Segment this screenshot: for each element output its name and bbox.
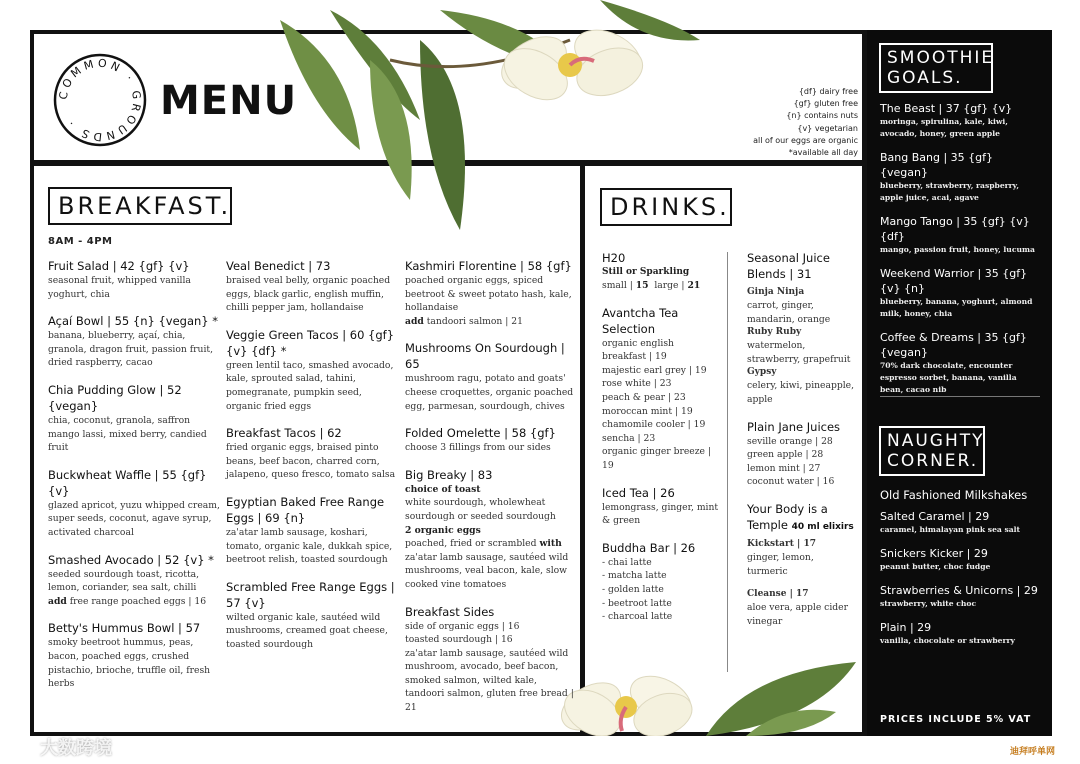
side-item-name: The Beast | 37 {gf} {v} bbox=[880, 102, 1013, 115]
sub-item-desc: celery, kiwi, pineapple, apple bbox=[747, 380, 855, 405]
sub-item bbox=[747, 588, 857, 628]
item-name: Veal Benedict | 73 bbox=[226, 259, 331, 273]
sub-item-desc: watermelon, strawberry, grapefruit bbox=[747, 340, 851, 365]
side-item-desc: mango, passion fruit, honey, lucuma bbox=[880, 245, 1035, 254]
item-name: Seasonal Juice Blends | 31 bbox=[747, 251, 830, 281]
side-item-name: Coffee & Dreams | 35 {gf} {vegan} bbox=[880, 331, 1027, 359]
legend-line: {n} contains nuts bbox=[786, 111, 858, 121]
menu-item bbox=[48, 552, 220, 609]
side-item-name: Bang Bang | 35 {gf} {vegan} bbox=[880, 151, 994, 179]
item-description bbox=[226, 359, 398, 413]
breakfast-column-1 bbox=[48, 258, 220, 703]
item-subtitle: Still or Sparkling bbox=[602, 267, 690, 277]
sub-item-name: Gypsy bbox=[747, 367, 777, 378]
menu-item bbox=[48, 620, 220, 690]
menu-item bbox=[226, 425, 398, 482]
side-item bbox=[880, 330, 1042, 396]
item-description bbox=[226, 441, 398, 482]
side-item bbox=[880, 509, 1044, 536]
item-description: side of organic eggs | 16 toasted sourdough | 16 za'atar lamb sausage, sautéed wild mushroom, avocado, beef bacon, smoked salmon, wilted kale, tandoori salmon, gluten free bread | 21 bbox=[405, 620, 574, 714]
milkshake-list bbox=[880, 509, 1044, 647]
item-name: Egyptian Baked Free Range Eggs | 69 {n} bbox=[226, 494, 385, 525]
item-name: Big Breaky | 83 bbox=[405, 467, 493, 482]
side-item-name: Strawberries & Unicorns | 29 bbox=[880, 584, 1038, 597]
legend-line: {df} dairy free bbox=[798, 87, 858, 96]
logo-text: COMMON · GROUNDS · bbox=[56, 56, 144, 144]
drink-item bbox=[747, 250, 857, 407]
side-item-desc: 70% dark chocolate, encounter espresso sorbet, banana, vanilla bean, cacao nib bbox=[880, 361, 1017, 394]
side-item-name: Weekend Warrior | 35 {gf} {v} {n} bbox=[880, 267, 1028, 295]
item-description-text: braised veal belly, organic poached eggs, black garlic, english muffin, chilli pepper jam, hollandaise bbox=[226, 275, 391, 314]
item-description bbox=[48, 329, 220, 370]
sub-item bbox=[747, 286, 857, 326]
item-name: Breakfast Sides bbox=[405, 604, 495, 619]
item-description bbox=[48, 274, 220, 301]
list-line: moroccan mint | 19 bbox=[602, 405, 693, 417]
naughty-heading: NAUGHTY CORNER. bbox=[879, 426, 985, 476]
item-description bbox=[226, 611, 398, 652]
item-description bbox=[48, 636, 220, 690]
sub-item-desc: aloe vera, apple cider vinegar bbox=[747, 602, 848, 627]
watermark-left: 大数跨境 bbox=[40, 738, 112, 759]
side-item-name: Mango Tango | 35 {gf} {v} {df} bbox=[880, 215, 1030, 243]
menu-item bbox=[405, 425, 575, 455]
sub-item-desc: carrot, ginger, mandarin, orange bbox=[747, 300, 831, 325]
milkshake-heading: Old Fashioned Milkshakes bbox=[880, 488, 1028, 502]
menu-item bbox=[48, 467, 220, 540]
smoothie-list bbox=[880, 101, 1042, 406]
side-item-desc: moringa, spirulina, kale, kiwi, avocado, honey, green apple bbox=[880, 117, 1008, 138]
drink-item bbox=[602, 250, 720, 293]
menu-item bbox=[226, 258, 398, 315]
list-line: lemon mint | 27 bbox=[747, 462, 821, 474]
breakfast-heading: BREAKFAST. bbox=[48, 187, 232, 225]
drink-item bbox=[747, 419, 857, 489]
side-item-desc: vanilla, chocolate or strawberry bbox=[880, 636, 1015, 645]
sub-item bbox=[747, 326, 857, 366]
vat-note: PRICES INCLUDE 5% VAT bbox=[880, 714, 1032, 725]
sub-item-name: Kickstart | 17 bbox=[747, 538, 816, 549]
side-divider bbox=[880, 396, 1040, 397]
menu-item bbox=[226, 327, 398, 413]
item-name: Scrambled Free Range Eggs | 57 {v} bbox=[226, 579, 395, 610]
side-item-name: Salted Caramel | 29 bbox=[880, 510, 990, 523]
item-description-text: seasonal fruit, whipped vanilla yoghurt, chia bbox=[48, 275, 191, 300]
menu-item bbox=[48, 382, 220, 455]
flower-bottom-illustration bbox=[556, 652, 866, 736]
menu-item bbox=[226, 494, 398, 567]
legend-line: all of our eggs are organic bbox=[753, 135, 858, 145]
item-description-text: smoky beetroot hummus, peas, bacon, poached eggs, crushed pistachio, brioche, truffle oil, fresh herbs bbox=[48, 637, 211, 690]
list-line: - beetroot latte bbox=[602, 597, 672, 609]
item-description bbox=[48, 568, 220, 609]
sub-item bbox=[747, 538, 857, 578]
side-item bbox=[880, 546, 1044, 573]
item-name: Mushrooms On Sourdough | 65 bbox=[405, 341, 565, 372]
side-item bbox=[880, 214, 1042, 256]
milkshake-section bbox=[880, 488, 1044, 657]
menu-item bbox=[405, 258, 575, 328]
drink-item bbox=[602, 305, 720, 473]
list-line: rose white | 23 bbox=[602, 378, 672, 390]
item-name: Avantcha Tea Selection bbox=[602, 305, 679, 336]
menu-item bbox=[405, 467, 575, 592]
item-description bbox=[602, 556, 720, 624]
svg-text:COMMON · GROUNDS · bbox=[57, 57, 144, 144]
item-description-text: fried organic eggs, braised pinto beans, beef bacon, charred corn, jalapeno, queso fresco, tomato salsa bbox=[226, 442, 396, 481]
drinks-heading: DRINKS. bbox=[600, 188, 732, 226]
item-description: choose 3 fillings from our sides bbox=[405, 442, 551, 454]
item-description: lemongrass, ginger, mint & green bbox=[602, 501, 719, 527]
watermark-right: 迪拜呼单网 bbox=[1010, 747, 1056, 757]
item-name: Your Body is a Temple 40 ml elixirs bbox=[747, 501, 854, 532]
side-item-desc: caramel, himalayan pink sea salt bbox=[880, 525, 1021, 534]
item-name: Veggie Green Tacos | 60 {gf} {v} {df} * bbox=[226, 327, 395, 358]
list-line: - matcha latte bbox=[602, 570, 667, 582]
side-item bbox=[880, 101, 1042, 140]
legend-line: {gf} gluten free bbox=[793, 99, 858, 109]
drink-item bbox=[602, 540, 720, 624]
list-line: peach & pear | 23 bbox=[602, 391, 686, 403]
side-item-name: Snickers Kicker | 29 bbox=[880, 547, 988, 560]
item-name: Smashed Avocado | 52 {v} * bbox=[48, 552, 214, 567]
item-description bbox=[747, 538, 857, 628]
item-description bbox=[226, 526, 398, 567]
menu-item bbox=[405, 340, 575, 413]
side-item-desc: peanut butter, choc fudge bbox=[880, 562, 991, 571]
item-description: small | 15 large | 21 bbox=[602, 280, 701, 291]
list-line: coconut water | 16 bbox=[747, 476, 835, 488]
sub-item-desc: ginger, lemon, turmeric bbox=[747, 551, 814, 577]
item-name: Chia Pudding Glow | 52 {vegan} bbox=[48, 382, 182, 413]
item-description: mushroom ragu, potato and goats' cheese croquettes, organic poached egg, parmesan, sourdough, chives bbox=[405, 373, 574, 412]
item-description-text: za'atar lamb sausage, koshari, tomato, organic kale, dukkah spice, beetroot relish, toasted sourdough bbox=[226, 526, 393, 566]
item-description-text: wilted organic kale, sautéed wild mushrooms, creamed goat cheese, toasted sourdough bbox=[226, 611, 388, 650]
side-item-desc: blueberry, strawberry, raspberry, apple juice, acai, agave bbox=[880, 181, 1019, 202]
list-line: chamomile cooler | 19 bbox=[602, 419, 706, 431]
common-grounds-logo bbox=[52, 52, 148, 148]
legend-line: *available all day bbox=[788, 148, 858, 158]
side-item bbox=[880, 150, 1042, 204]
item-description-text: seeded sourdough toast, ricotta, lemon, coriander, sea salt, chilli bbox=[48, 568, 200, 594]
menu-item bbox=[405, 604, 575, 715]
breakfast-drinks-divider bbox=[580, 160, 585, 736]
item-name: Breakfast Tacos | 62 bbox=[226, 426, 342, 441]
item-description bbox=[226, 274, 398, 315]
list-line: organic english breakfast | 19 bbox=[602, 337, 674, 363]
side-item bbox=[880, 620, 1044, 647]
sub-item bbox=[747, 366, 857, 406]
drink-item bbox=[747, 501, 857, 628]
smoothie-heading: SMOOTHIE GOALS. bbox=[879, 43, 993, 93]
breakfast-column-2 bbox=[226, 258, 398, 664]
list-line: - golden latte bbox=[602, 583, 664, 595]
side-item-desc: blueberry, banana, yoghurt, almond milk, honey, chia bbox=[880, 297, 1033, 318]
item-description: choice of toast white sourdough, wholewheat sourdough or seeded sourdough 2 organic eggs poached, fried or scrambled with za'atar lamb sausage, sautéed wild mushrooms, veal bacon, kale, slow cooked vine tomatoes bbox=[405, 483, 569, 590]
list-line: - charcoal latte bbox=[602, 611, 673, 623]
breakfast-column-3 bbox=[405, 258, 575, 727]
side-item-desc: strawberry, white choc bbox=[880, 599, 977, 608]
item-name: Buddha Bar | 26 bbox=[602, 540, 696, 555]
item-name: Folded Omelette | 58 {gf} bbox=[405, 426, 556, 441]
item-description bbox=[747, 435, 857, 489]
item-name: H20 bbox=[602, 251, 626, 265]
drinks-column-2 bbox=[747, 250, 857, 640]
item-name: Açaí Bowl | 55 {n} {vegan} * bbox=[48, 314, 219, 329]
side-item bbox=[880, 266, 1042, 320]
legend-line: {v} vegetarian bbox=[797, 123, 858, 133]
sub-item-name: Ruby Ruby bbox=[747, 327, 802, 338]
list-line: sencha | 23 bbox=[602, 432, 656, 444]
item-description-text: banana, blueberry, açaí, chia, granola, dragon fruit, passion fruit, dried raspberry, cacao bbox=[48, 330, 213, 369]
item-description-text: glazed apricot, yuzu whipped cream, super seeds, coconut, agave syrup, activated charcoal bbox=[48, 499, 220, 538]
menu-item bbox=[48, 313, 220, 370]
list-line: green apple | 28 bbox=[747, 449, 824, 461]
drink-item bbox=[602, 485, 720, 528]
list-line: organic ginger breeze | 19 bbox=[602, 446, 712, 471]
item-name: Fruit Salad | 42 {gf} {v} bbox=[48, 259, 190, 273]
menu-item bbox=[48, 258, 220, 301]
list-line: - chai latte bbox=[602, 556, 652, 568]
page-title: MENU bbox=[160, 78, 298, 124]
item-description bbox=[48, 414, 220, 455]
drinks-column-1 bbox=[602, 250, 720, 636]
dietary-legend bbox=[753, 86, 858, 159]
item-description-text: green lentil taco, smashed avocado, kale, sprouted salad, tahini, pomegranate, pumpkin seed, organic fried eggs bbox=[226, 359, 394, 412]
item-name: Iced Tea | 26 bbox=[602, 485, 675, 500]
item-name: Plain Jane Juices bbox=[747, 419, 841, 434]
list-line: majestic earl grey | 19 bbox=[602, 364, 707, 376]
sub-item-name: Cleanse | 17 bbox=[747, 589, 809, 600]
side-item bbox=[880, 583, 1044, 610]
item-name: Buckwheat Waffle | 55 {gf} {v} bbox=[48, 467, 207, 498]
item-description bbox=[747, 286, 857, 407]
add-label: add bbox=[48, 595, 67, 607]
side-item-name: Plain | 29 bbox=[880, 621, 932, 634]
breakfast-hours: 8AM - 4PM bbox=[48, 236, 113, 247]
menu-item bbox=[226, 579, 398, 652]
sub-item-name: Ginja Ninja bbox=[747, 287, 805, 297]
item-description: poached organic eggs, spiced beetroot & sweet potato hash, kale, hollandaise add tandoori salmon | 21 bbox=[405, 275, 572, 327]
drinks-column-divider bbox=[727, 252, 728, 672]
item-description bbox=[48, 499, 220, 540]
list-line: seville orange | 28 bbox=[747, 435, 833, 447]
item-name: Kashmiri Florentine | 58 {gf} bbox=[405, 259, 572, 273]
side-panel-divider bbox=[862, 30, 867, 736]
item-description-text: chia, coconut, granola, saffron mango lassi, mixed berry, candied fruit bbox=[48, 414, 207, 454]
item-name: Betty's Hummus Bowl | 57 bbox=[48, 621, 201, 636]
item-description bbox=[602, 337, 720, 473]
add-on: free range poached eggs | 16 bbox=[69, 595, 207, 607]
